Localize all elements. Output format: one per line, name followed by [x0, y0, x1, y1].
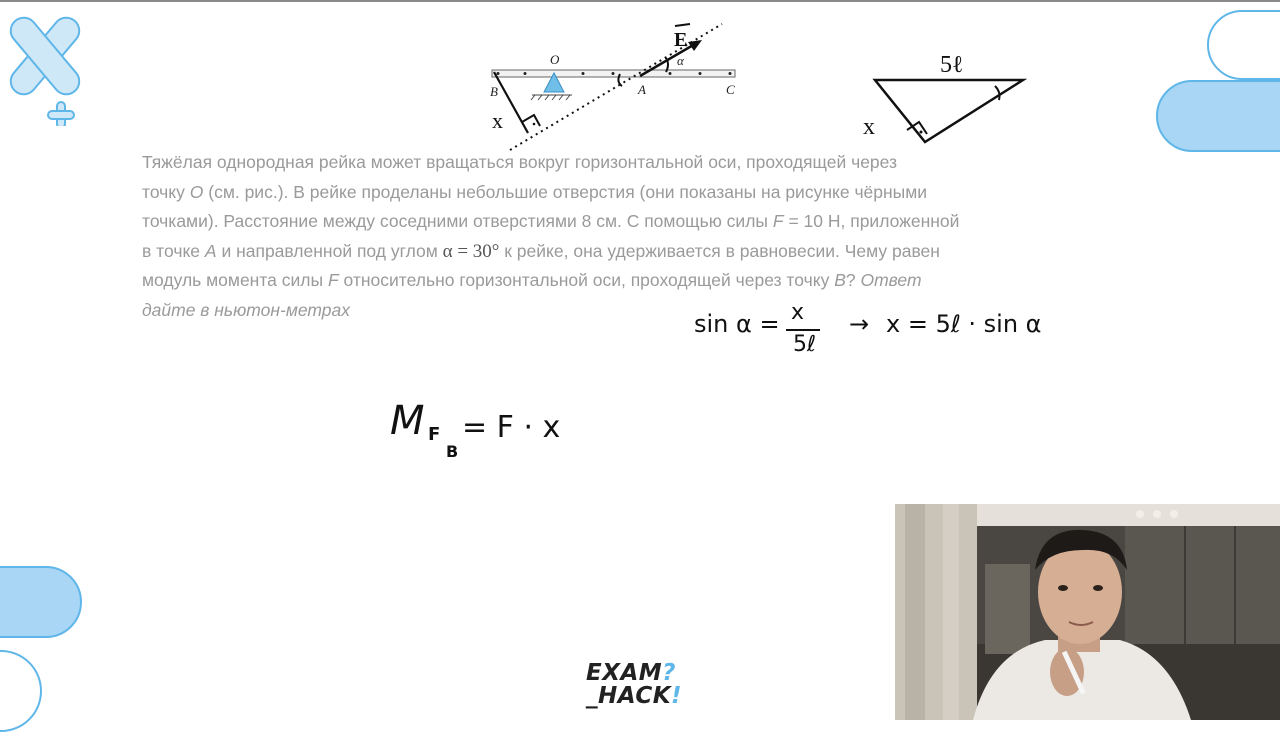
problem-line-4: [142, 237, 1117, 267]
problem-line-1: [142, 148, 1117, 178]
handwritten-sine-equation: [694, 300, 1094, 362]
eq1-denominator: 5ℓ: [793, 332, 817, 357]
deco-pill-left: [0, 566, 82, 638]
problem-var-F: F: [772, 211, 784, 232]
eq1-right: x = 5ℓ · sin α: [886, 310, 1042, 338]
problem-text-4a: в точке: [142, 240, 205, 261]
problem-line-2: [142, 178, 1117, 208]
presenter-video-frame: [895, 504, 1280, 720]
logo-question-mark: ?: [662, 660, 676, 686]
label-E: E: [674, 29, 688, 51]
examhack-logo: [586, 662, 706, 712]
eq2-M: M: [390, 398, 425, 444]
problem-point-O: O: [189, 181, 204, 202]
eq1-numerator: x: [791, 300, 805, 325]
eq2-subscript-B: B: [446, 442, 459, 461]
problem-text-3b: = 10 Н, приложенной: [783, 211, 960, 232]
deco-pill-top-right: [1207, 10, 1280, 80]
angle-mark-alpha: [666, 58, 668, 72]
problem-text-2a: точку: [142, 181, 190, 202]
problem-angle: α = 30°: [442, 240, 500, 262]
logo-hack-text: _HACK: [586, 683, 672, 709]
problem-line-5: [142, 266, 1117, 296]
cross-decoration-icon: [0, 6, 100, 126]
triangle-sketch: [855, 42, 1040, 152]
problem-text-4c: к рейке, она удерживается в равновесии. Чему равен: [499, 240, 940, 261]
label-A: A: [638, 82, 646, 97]
label-C: C: [726, 82, 735, 97]
problem-text-4b: и направленной под углом: [216, 240, 443, 261]
eq1-left: sin α =: [694, 310, 780, 338]
logo-line-1: [586, 662, 706, 685]
eq2-subscript-F: F: [428, 424, 441, 445]
problem-text-5c: ?: [845, 270, 861, 291]
top-border: [0, 0, 1280, 2]
label-O: O: [550, 52, 560, 67]
hand-x-label: x: [492, 108, 503, 133]
triangle-label-side: x: [863, 114, 875, 140]
label-alpha: α: [677, 53, 684, 68]
cabinets: [1125, 526, 1280, 646]
logo-exam-text: EXAM: [586, 660, 663, 686]
deco-pill-right: [1156, 80, 1280, 152]
logo-exclamation: !: [671, 683, 683, 709]
problem-text-3: точками). Расстояние между соседними отверстиями 8 см. С помощью силы: [142, 211, 773, 232]
problem-line-3: [142, 207, 1117, 237]
label-B: B: [490, 84, 498, 99]
eq1-arrow-icon: →: [849, 310, 870, 338]
problem-text-2b: (см. рис.). В рейке проделаны небольшие отверстия (они показаны на рисунке чёрными: [203, 181, 928, 202]
triangle-label-top: 5ℓ: [940, 52, 964, 78]
problem-point-A: A: [204, 240, 217, 261]
problem-text-1: Тяжёлая однородная рейка может вращаться вокруг горизонтальной оси, проходящей через: [142, 152, 898, 172]
problem-text-5b: относительно горизонтальной оси, проходящей через точку: [338, 270, 835, 291]
problem-var-F2: F: [327, 270, 339, 291]
webcam-video: [895, 504, 1280, 720]
handwritten-moment-equation: [390, 398, 570, 468]
ceiling: [977, 504, 1280, 526]
eq2-right: = F · x: [462, 410, 561, 445]
problem-text-5a: модуль момента силы: [142, 270, 328, 291]
problem-text: [142, 148, 1117, 326]
eq1-fraction-bar: [786, 329, 820, 331]
problem-answer-note-1: Ответ: [860, 270, 922, 291]
logo-line-2: [586, 685, 706, 708]
right-angle-mark: [522, 115, 540, 126]
problem-answer-note-2: дайте в ньютон-метрах: [142, 299, 351, 320]
problem-point-B: B: [834, 270, 846, 291]
rail-figure: [480, 10, 740, 155]
